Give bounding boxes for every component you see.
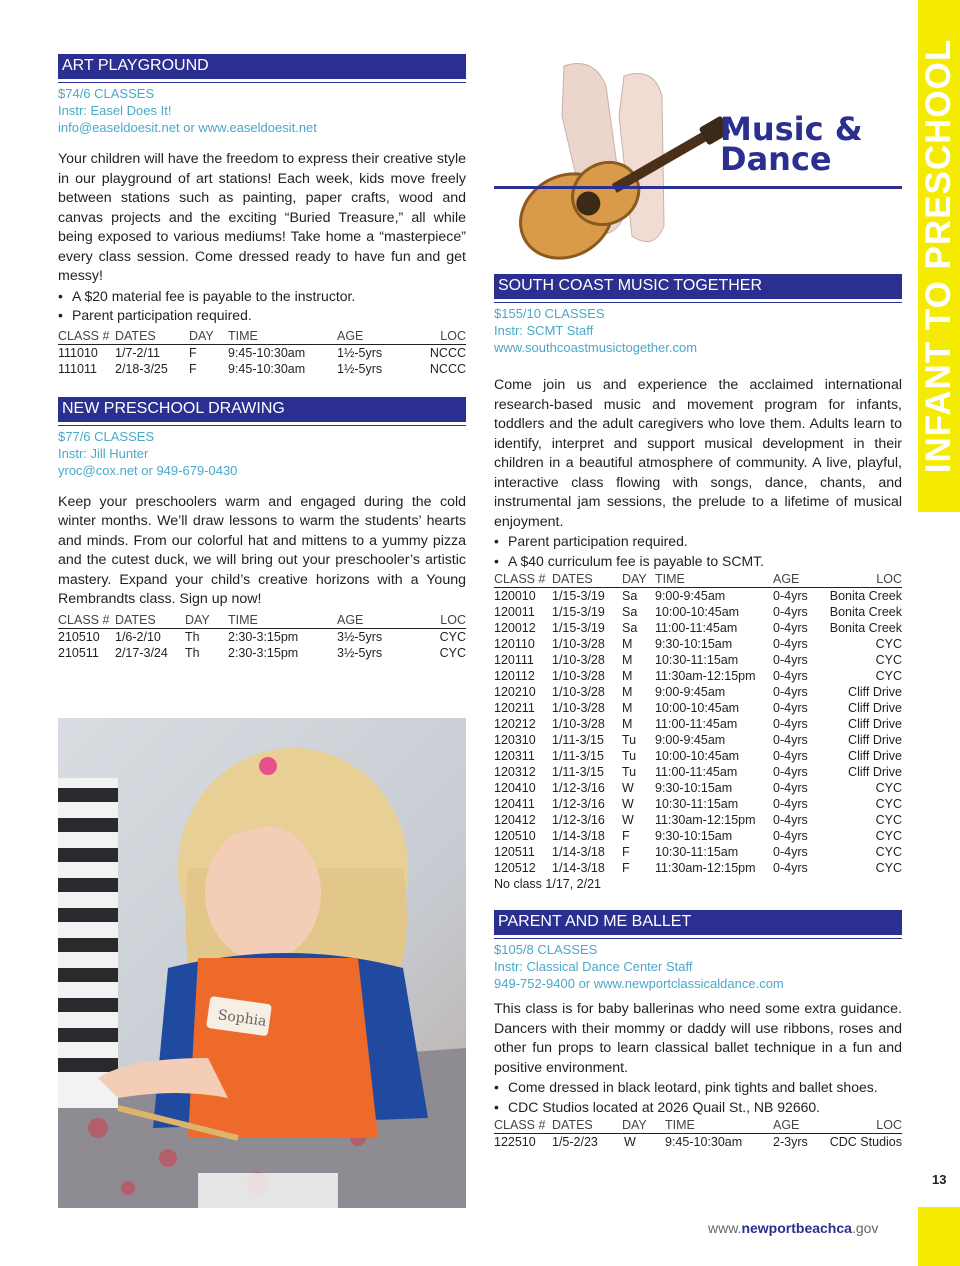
table-row: 120311 1/11-3/15 Tu 10:00-10:45am 0-4yrs Cliff Drive bbox=[494, 749, 902, 763]
sidebar-footer-block bbox=[918, 1207, 960, 1266]
col-dates: DATES bbox=[552, 571, 622, 588]
col-age: AGE bbox=[337, 328, 412, 345]
list-item: • CDC Studios located at 2026 Quail St., NB 92660. bbox=[494, 1098, 902, 1118]
art-playground-section bbox=[58, 54, 466, 377]
description: Keep your preschoolers warm and engaged during the cold winter months. We’ll draw lessons to warm the students’ hearts and minds. From our colorful hat and mittens to a yummy pizza and the cutest duck, we will bring out your preschooler’s artistic mastery. Expand your child’s creative horizons with a Young Rembrandts class. Sign up now! bbox=[58, 493, 466, 607]
child-painting-photo bbox=[58, 718, 466, 1208]
price: $74/6 CLASSES bbox=[58, 86, 155, 101]
col-class: CLASS # bbox=[494, 1117, 552, 1134]
schedule-table bbox=[58, 612, 466, 661]
photo-illustration bbox=[58, 718, 466, 1208]
table-row: 120011 1/15-3/19 Sa 10:00-10:45am 0-4yrs Bonita Creek bbox=[494, 605, 902, 619]
table-row: 120512 1/14-3/18 F 11:30am-12:15pm 0-4yrs CYC bbox=[494, 861, 902, 875]
description: This class is for baby ballerinas who need some extra guidance. Dancers with their mommy or daddy will use ribbons, roses and other fun props to learn classical ballet technique in a fun and positive environment. bbox=[494, 1001, 902, 1076]
section-title: PARENT AND ME BALLET bbox=[494, 910, 902, 935]
col-class: CLASS # bbox=[58, 328, 115, 345]
table-row: 120212 1/10-3/28 M 11:00-11:45am 0-4yrs Cliff Drive bbox=[494, 717, 902, 731]
footer-url[interactable]: www.newportbeachca.gov bbox=[708, 1220, 879, 1236]
table-row: 120112 1/10-3/28 M 11:30am-12:15pm 0-4yrs CYC bbox=[494, 669, 902, 683]
col-day: DAY bbox=[189, 328, 228, 345]
table-row: 120010 1/15-3/19 Sa 9:00-9:45am 0-4yrs Bonita Creek bbox=[494, 589, 902, 603]
bullet-list bbox=[494, 532, 902, 571]
table-row: 122510 1/5-2/23 W 9:45-10:30am 2-3yrs CDC Studios bbox=[494, 1135, 902, 1149]
instructor: Instr: SCMT Staff bbox=[494, 323, 594, 338]
description: Your children will have the freedom to express their creative style in our playground of art stations! Each week, kids move freely between stations such as painting, paper crafts, wood and canvas projects and the exciting “Buried Treasure,” all while being exposed to various mediums! Take home a “masterpiece” every class session. Come dressed ready to have fun and get messy! bbox=[58, 151, 466, 284]
music-together-section bbox=[494, 274, 902, 892]
schedule-table bbox=[58, 328, 466, 377]
col-day: DAY bbox=[622, 1117, 665, 1134]
left-column bbox=[58, 54, 466, 661]
price: $155/10 CLASSES bbox=[494, 306, 605, 321]
schedule-note: No class 1/17, 2/21 bbox=[494, 877, 602, 891]
contact-link[interactable]: info@easeldoesit.net or www.easeldoesit.net bbox=[58, 120, 317, 135]
schedule-table bbox=[494, 571, 902, 876]
section-label: INFANT TO PRESCHOOL bbox=[919, 38, 958, 474]
table-row: 120012 1/15-3/19 Sa 11:00-11:45am 0-4yrs Bonita Creek bbox=[494, 621, 902, 635]
col-loc: LOC bbox=[412, 612, 466, 629]
instructor: Instr: Jill Hunter bbox=[58, 445, 149, 461]
col-time: TIME bbox=[655, 571, 773, 588]
ballet-section bbox=[494, 910, 902, 1150]
table-row: 120110 1/10-3/28 M 9:30-10:15am 0-4yrs CYC bbox=[494, 637, 902, 651]
col-dates: DATES bbox=[552, 1117, 622, 1134]
description: Come join us and experience the acclaimed international research-based music and movement program for infants, toddlers and the adult caregivers who love them. Adults learn to identify, interpret and support musical development in their children in a beautiful atmosphere of community. A live, playful, interactive class flowing with songs, dance, chants, and instrumental jam sessions, the prelude to a lifetime of musical enjoyment. bbox=[494, 377, 902, 530]
list-item: • Parent participation required. bbox=[58, 306, 466, 326]
banner-title-2: Dance bbox=[720, 140, 832, 178]
price: $77/6 CLASSES bbox=[58, 428, 155, 444]
price: $105/8 CLASSES bbox=[494, 942, 598, 957]
instructor: Instr: Classical Dance Center Staff bbox=[494, 959, 693, 974]
bullet-list bbox=[494, 1078, 902, 1117]
name-tag: Sophia bbox=[216, 1007, 268, 1030]
table-row: 210511 2/17-3/24 Th 2:30-3:15pm 3½-5yrs CYC bbox=[58, 645, 466, 660]
col-day: DAY bbox=[185, 612, 228, 629]
banner-illustration bbox=[494, 56, 902, 264]
section-sidebar bbox=[918, 0, 960, 512]
col-age: AGE bbox=[773, 571, 819, 588]
col-class: CLASS # bbox=[58, 612, 115, 629]
contact-link[interactable]: www.southcoastmusictogether.com bbox=[494, 340, 698, 355]
col-day: DAY bbox=[622, 571, 655, 588]
section-title: SOUTH COAST MUSIC TOGETHER bbox=[494, 274, 902, 299]
table-row: 120510 1/14-3/18 F 9:30-10:15am 0-4yrs CYC bbox=[494, 829, 902, 843]
list-item: • A $20 material fee is payable to the instructor. bbox=[58, 287, 466, 307]
list-item: • Come dressed in black leotard, pink tights and ballet shoes. bbox=[494, 1078, 902, 1098]
col-time: TIME bbox=[228, 612, 337, 629]
table-header bbox=[58, 328, 466, 345]
table-row: 120410 1/12-3/16 W 9:30-10:15am 0-4yrs CYC bbox=[494, 781, 902, 795]
table-row: 120211 1/10-3/28 M 10:00-10:45am 0-4yrs Cliff Drive bbox=[494, 701, 902, 715]
col-class: CLASS # bbox=[494, 571, 552, 588]
bullet-list bbox=[58, 287, 466, 326]
music-dance-banner bbox=[494, 56, 902, 264]
schedule-table bbox=[494, 1117, 902, 1150]
contact-link[interactable]: yroc@cox.net or 949-679-0430 bbox=[58, 462, 238, 478]
table-row: 120210 1/10-3/28 M 9:00-9:45am 0-4yrs Cliff Drive bbox=[494, 685, 902, 699]
list-item: • Parent participation required. bbox=[494, 532, 902, 552]
col-age: AGE bbox=[773, 1117, 819, 1134]
table-row: 120412 1/12-3/16 W 11:30am-12:15pm 0-4yrs CYC bbox=[494, 813, 902, 827]
col-loc: LOC bbox=[819, 1117, 902, 1134]
instructor: Instr: Easel Does It! bbox=[58, 103, 172, 118]
section-title: NEW PRESCHOOL DRAWING bbox=[58, 397, 466, 422]
table-row: 111010 1/7-2/11 F 9:45-10:30am 1½-5yrs NCCC bbox=[58, 345, 466, 360]
table-header bbox=[494, 1117, 902, 1134]
section-title: ART PLAYGROUND bbox=[58, 54, 466, 79]
table-header bbox=[58, 612, 466, 629]
col-dates: DATES bbox=[115, 612, 185, 629]
table-row: 120111 1/10-3/28 M 10:30-11:15am 0-4yrs CYC bbox=[494, 653, 902, 667]
table-row: 120312 1/11-3/15 Tu 11:00-11:45am 0-4yrs Cliff Drive bbox=[494, 765, 902, 779]
col-dates: DATES bbox=[115, 328, 189, 345]
preschool-drawing-section bbox=[58, 397, 466, 661]
col-age: AGE bbox=[337, 612, 412, 629]
table-header bbox=[494, 571, 902, 588]
col-time: TIME bbox=[665, 1117, 773, 1134]
banner-title-1: Music & bbox=[720, 110, 863, 148]
col-time: TIME bbox=[228, 328, 337, 345]
contact-link[interactable]: 949-752-9400 or www.newportclassicaldance.com bbox=[494, 976, 784, 991]
table-row: 111011 2/18-3/25 F 9:45-10:30am 1½-5yrs NCCC bbox=[58, 361, 466, 376]
col-loc: LOC bbox=[412, 328, 466, 345]
table-row: 120411 1/12-3/16 W 10:30-11:15am 0-4yrs CYC bbox=[494, 797, 902, 811]
col-loc: LOC bbox=[819, 571, 902, 588]
list-item: • A $40 curriculum fee is payable to SCMT. bbox=[494, 552, 902, 572]
table-row: 210510 1/6-2/10 Th 2:30-3:15pm 3½-5yrs CYC bbox=[58, 629, 466, 644]
table-row: 120310 1/11-3/15 Tu 9:00-9:45am 0-4yrs Cliff Drive bbox=[494, 733, 902, 747]
table-row: 120511 1/14-3/18 F 10:30-11:15am 0-4yrs CYC bbox=[494, 845, 902, 859]
page-number: 13 bbox=[932, 1172, 947, 1187]
